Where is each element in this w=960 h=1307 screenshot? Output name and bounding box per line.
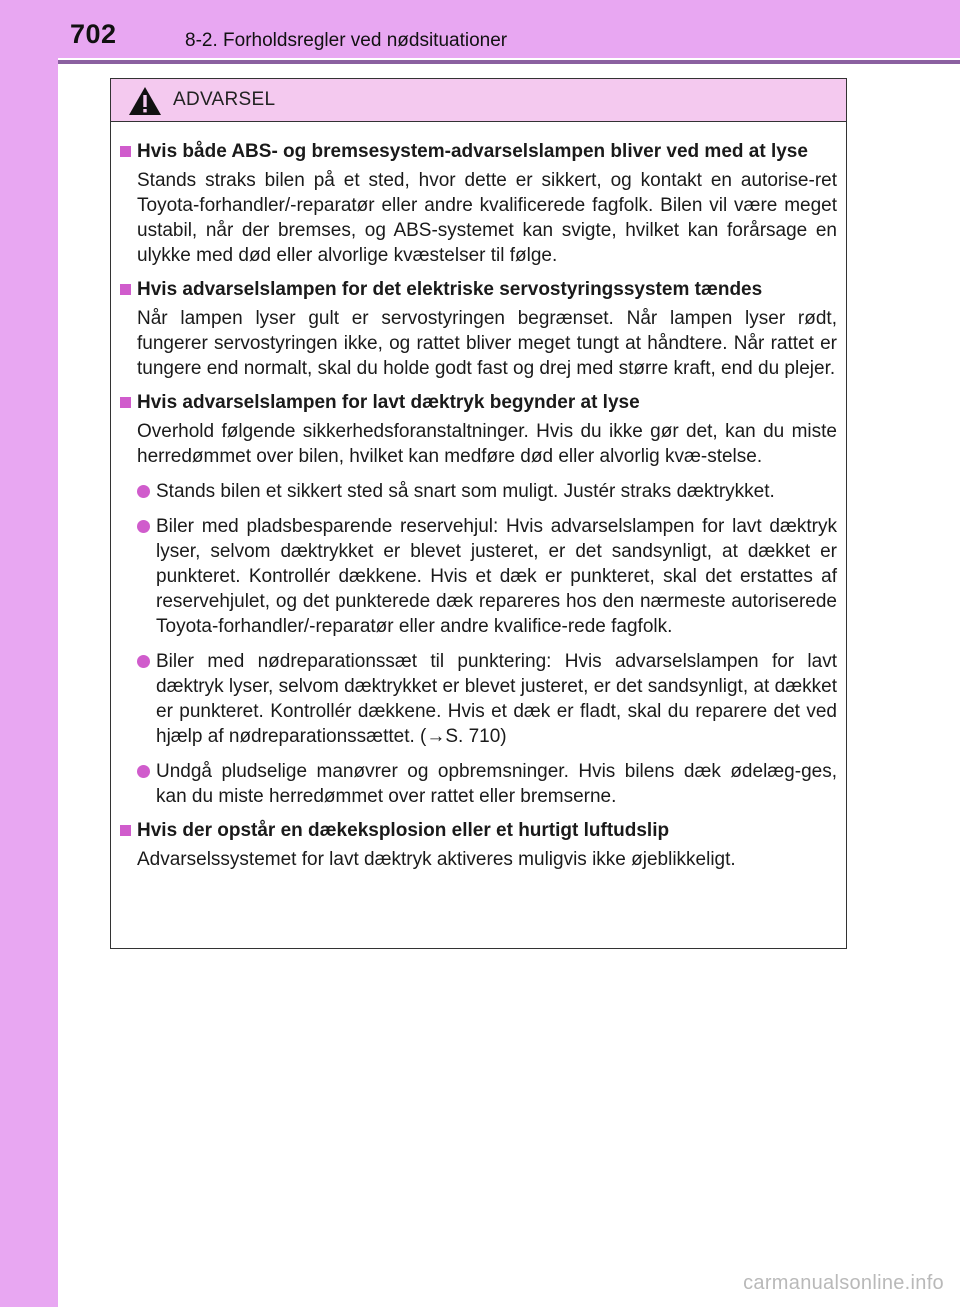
section-servo <box>120 277 837 381</box>
warning-body <box>111 122 846 872</box>
list-item: Biler med nødreparationssæt til punktering: Hvis advarselslampen for lavt dæktryk lyser, selvom dæktrykket er blevet justeret, er det sandsynligt, at dækket er punkteret. Kontrollér dækkene. Hvis et dæk er fladt, skal du reparere det ved hjælp af nødreparationssættet. (→S. 710) <box>137 649 837 749</box>
square-bullet-icon <box>120 397 131 408</box>
section-text: Når lampen lyser gult er servostyringen begrænset. Når lampen lyser rødt, fungerer servostyringen ikke, og rattet bliver meget tungt at håndtere. Når rattet er tungere end normalt, skal du holde godt fast og drej med større kraft, end du plejer. <box>137 308 837 379</box>
section-text: Stands straks bilen på et sted, hvor dette er sikkert, og kontakt en autorise-ret Toyota-forhandler/-reparatør eller andre kvalificerede fagfolk. Bilen vil være meget ustabil, når der bremses, og ABS-systemet kan svigte, hvilket kan forårsage en ulykke med død eller alvorlige kvæstelser til følge. <box>137 170 837 266</box>
section-heading: Hvis både ABS- og bremsesystem-advarselslampen bliver ved med at lyse <box>120 139 837 164</box>
section-heading: Hvis der opstår en dækeksplosion eller et hurtigt luftudslip <box>120 818 837 843</box>
square-bullet-icon <box>120 284 131 295</box>
warning-label: ADVARSEL <box>173 89 276 110</box>
round-bullet-icon <box>137 765 150 778</box>
section-text: Overhold følgende sikkerhedsforanstaltninger. Hvis du ikke gør det, kan du miste herredømmet over bilen, hvilket kan medføre død eller alvorlig kvæ-stelse. <box>137 421 837 467</box>
list-item: Stands bilen et sikkert sted så snart som muligt. Justér straks dæktrykket. <box>137 479 837 504</box>
section-heading: Hvis advarselslampen for det elektriske servostyringssystem tændes <box>120 277 837 302</box>
section-heading: Hvis advarselslampen for lavt dæktryk begynder at lyse <box>120 390 837 415</box>
section-abs <box>120 139 837 268</box>
round-bullet-icon <box>137 520 150 533</box>
watermark: carmanualsonline.info <box>743 1272 944 1294</box>
warning-header <box>111 79 846 122</box>
chapter-title: 8-2. Forholdsregler ved nødsituationer <box>185 30 508 51</box>
warning-triangle-icon <box>128 86 162 116</box>
round-bullet-icon <box>137 485 150 498</box>
warning-box <box>110 78 847 949</box>
header-rule <box>58 60 960 64</box>
page-number: 702 <box>70 19 117 49</box>
section-tire-blowout <box>120 818 837 872</box>
square-bullet-icon <box>120 146 131 157</box>
list-item: Undgå pludselige manøvrer og opbremsninger. Hvis bilens dæk ødelæg-ges, kan du miste herredømmet over rattet eller bremserne. <box>137 759 837 809</box>
round-bullet-icon <box>137 655 150 668</box>
list-item: Biler med pladsbesparende reservehjul: Hvis advarselslampen for lavt dæktryk lyser, selvom dæktrykket er blevet justeret, er det sandsynligt, at dækket er punkteret. Kontrollér dækkene. Hvis et dæk er punkteret, skal det erstattes af reservehjulet, og det punkterede dæk repareres hos den nærmeste autoriserede Toyota-forhandler/-reparatør eller andre kvalifice-rede fagfolk. <box>137 514 837 639</box>
section-text: Advarselssystemet for lavt dæktryk aktiveres muligvis ikke øjeblikkeligt. <box>137 849 736 870</box>
section-tire-pressure <box>120 390 837 809</box>
square-bullet-icon <box>120 825 131 836</box>
side-color-band <box>0 0 58 1307</box>
